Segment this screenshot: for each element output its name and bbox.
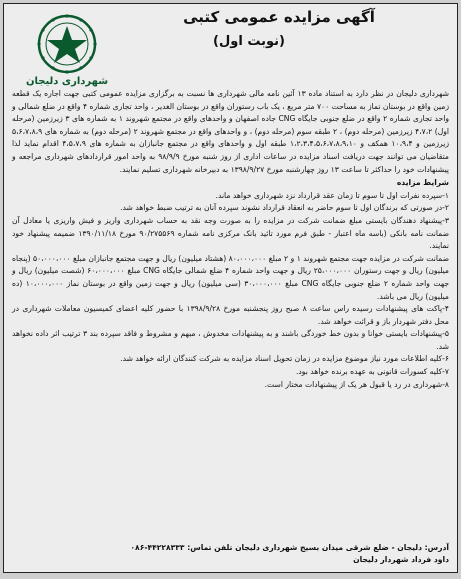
advertisement-page xyxy=(3,3,458,573)
condition-item: ۳-پیشنهاد دهندگان بایستی مبلغ ضمانت شرکت در مزایده را به صورت وجه نقد به حساب شهرداری واریز و فیش واریزی یا معادل آن ضمانت نامه بانکی (باسه ماه اعتبار - طبق فرم مورد تائید بانک مرکزی نامه شماره ۹۰/۲۷۵۵۶۹ مورخ ۱۳۹۰/۱۱/۱۸ ضمیمه پیشنهاد خود نمایند. xyxy=(12,215,450,251)
advertisement-footer xyxy=(12,542,449,566)
condition-item: ۵-پیشنهادات بایستی خوانا و بدون خط خوردگی باشند و به پیشنهادات مخدوش ، مبهم و مشروط و فاقد سپرده بند ۳ ترتیب اثر داده نخواهد شد. xyxy=(12,329,450,351)
municipality-emblem-icon xyxy=(12,12,122,76)
municipality-logo xyxy=(12,12,122,100)
intro-paragraph: شهرداری دلیجان در نظر دارد به استناد ماده ۱۳ آئین نامه مالی شهرداری ها نسبت به برگزاری مزایده عمومی کتبی جهت اجاره یک قطعه زمین واقع در بوستان تماز به مساحت ۷۰۰ متر مربع ، یک باب رستوران واقع در بوستان الغدیر ، واحد تجاری شماره ۴ واقع در ضلع شمالی و واحد تجاری شماره ۲ واقع در ضلع جنوبی جایگاه CNG جاده اصفهان و واحدهای واقع در مجتمع شهروند ۱ به شماره های ۳ زیرزمین (مرحله اول) ۴،۷،۲ زیرزمین (مرحله دوم) ، ۲ طبقه سوم (مرحله دوم) ، و واحدهای واقع در مجتمع شهروند ۲ (مرحله دوم) به شماره های ۵،۶،۷،۸،۹ زیرزمین و ۱۰،۹،۴ همکف و ۱،۲،۳،۴،۵،۶،۷،۸،۹،۱۰ طبقه اول و واحدهای واقع در مجتمع جانبازان به شماره های ۴،۵،۷،۹ اقدام نماید لذا متقاضیان می توانند جهت دریافت اسناد مزایده در ساعات اداری از روز شنبه مورخ ۹۸/۹/۹ به واحد امور قراردادهای شهرداری مراجعه و پیشنهادات خود را حداکثر تا ساعت ۱۳ روز چهارشنبه مورخ ۱۳۹۸/۹/۲۷ به دبیرخانه شهرداری تسلیم نمایند. xyxy=(12,89,450,174)
advertisement-body xyxy=(12,88,449,391)
condition-item: ضمانت شرکت در مزایده جهت مجتمع شهروند ۱ و ۲ مبلغ ۸۰،۰۰۰،۰۰۰ (هشتاد میلیون) ریال و جهت مجتمع جانبازان مبلغ ۵۰،۰۰۰،۰۰۰ (پنجاه میلیون) ریال و جهت رستوران ۲۵،۰۰۰،۰۰۰ ریال و جهت واحد شماره ۴ ضلع شمالی جایگاه CNG مبلغ ۶۰،۰۰۰،۰۰۰ (شصت میلیون) ریال و جهت واحد شماره ۲ ضلع جنوبی جایگاه CNG مبلغ ۳۰،۰۰۰،۰۰۰ (سی میلیون) ریال و جهت زمین واقع در بوستان نماز ۱۰،۰۰۰،۰۰۰ (ده میلیون) ریال می باشد. xyxy=(12,253,450,301)
contact-address: آدرس: دلیجان - ضلع شرقی میدان بسیج شهرداری دلیجان تلفن تماس: ۴۴۲۲۸۳۳۳-۰۸۶ xyxy=(130,543,449,552)
condition-item: ۷-کلیه کسورات قانونی به عهده برنده خواهد بود. xyxy=(296,367,449,377)
conditions-heading: شرایط مزایده xyxy=(396,178,449,188)
signature-line: داود فرداد شهردار دلیجان xyxy=(353,555,449,564)
condition-item: ۱-سپرده نفرات اول تا سوم تا زمان عقد قرارداد نزد شهرداری خواهد ماند. xyxy=(215,190,449,200)
condition-item: ۶-کلیه اطلاعات مورد نیاز موضوع مزایده در زمان تحویل اسناد مزایده به شرکت کنندگان ارائه خواهد شد. xyxy=(120,354,449,364)
logo-caption: شهرداری دلیجان xyxy=(25,76,109,87)
condition-item: ۸-شهرداری در رد یا قبول هر یک از پیشنهادات مختار است. xyxy=(264,379,449,389)
page-title: آگهی مزایده عمومی کتبی xyxy=(183,8,375,26)
page-subtitle: (نوبت اول) xyxy=(213,34,285,49)
condition-item: ۲-در صورتی که برندگان اول تا سوم حاضر به انعقاد قرارداد نشوند سپرده آنان به ترتیب ضبط خواهد شد. xyxy=(120,203,449,213)
condition-item: ۴-پاکت های پیشنهادات رسیده راس ساعت ۸ صبح روز پنجشنبه مورخ ۱۳۹۸/۹/۲۸ با حضور کلیه اعضای کمیسیون معاملات شهرداری در محل دفتر شهردار باز و قرائت خواهد شد. xyxy=(12,304,449,326)
